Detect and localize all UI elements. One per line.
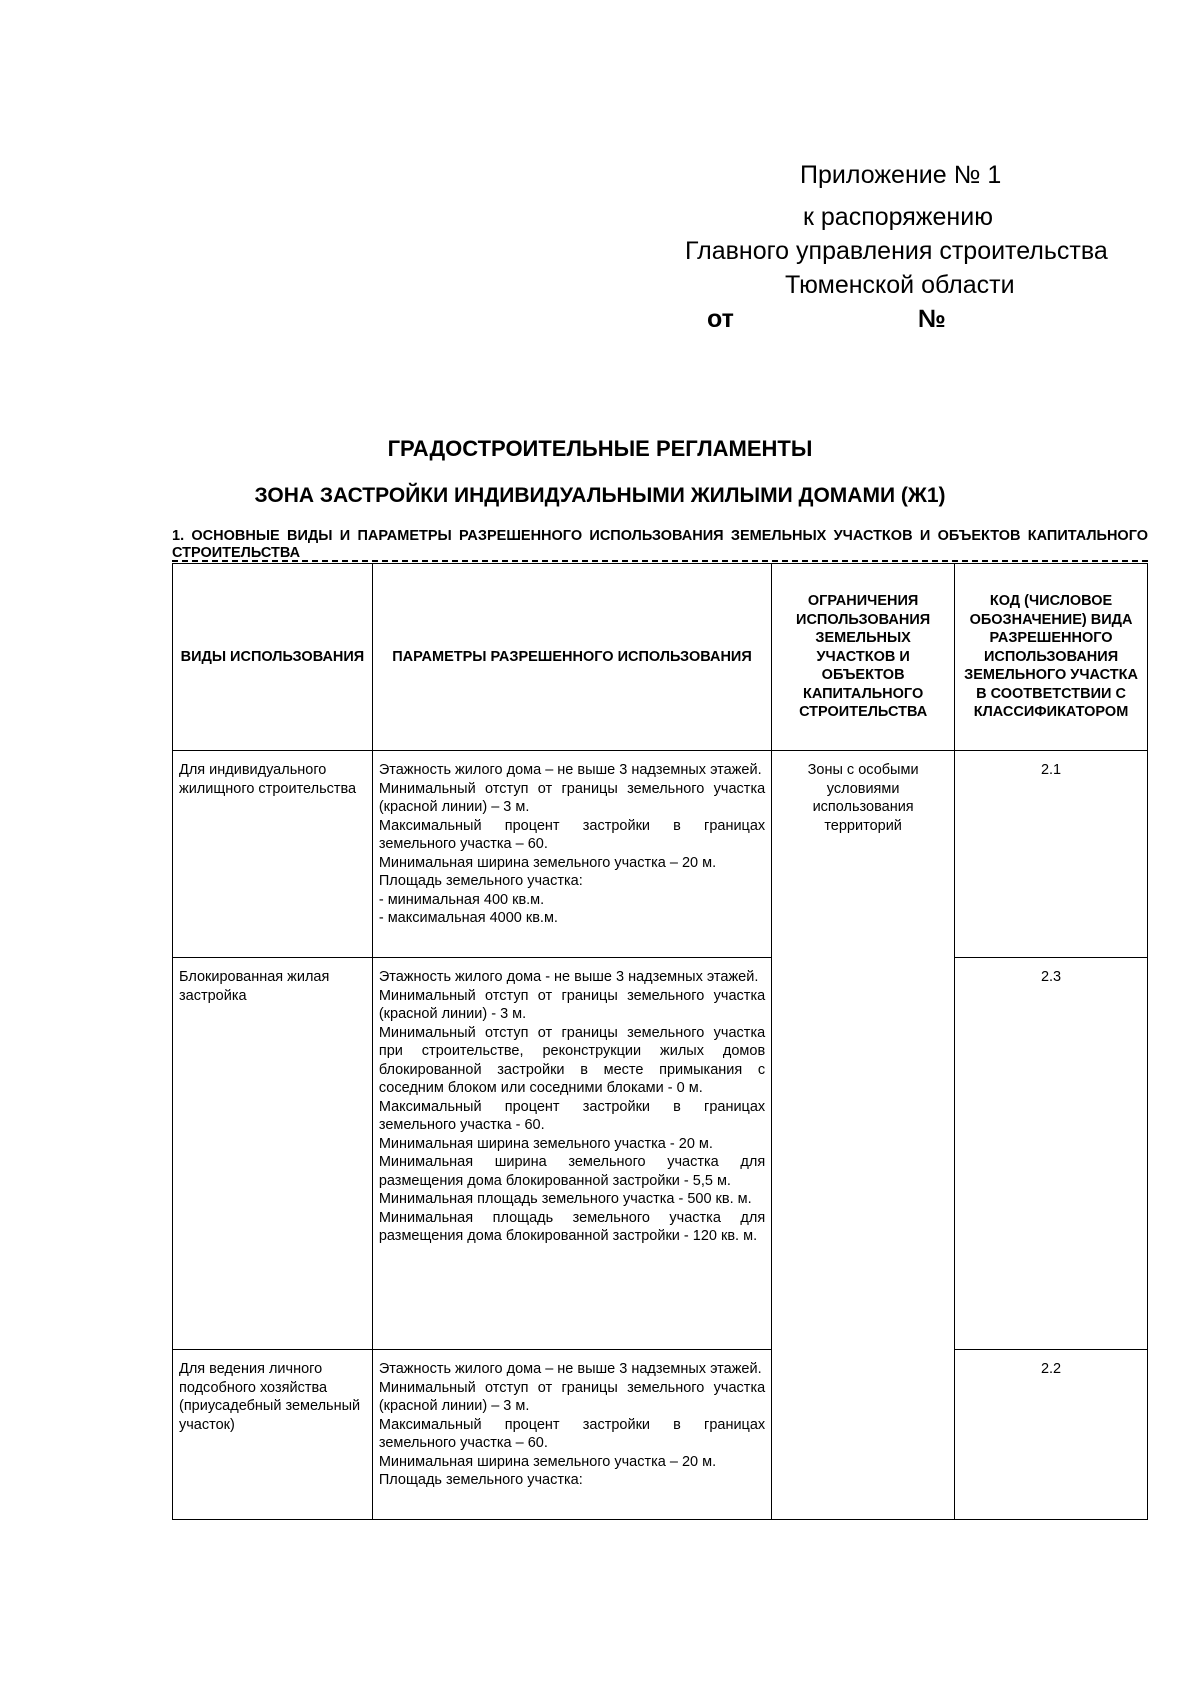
parameter-line: Минимальная ширина земельного участка для размещения дома блокированной застройки - 5,5 м.: [378, 1154, 766, 1189]
parameters-cell: [372, 751, 771, 958]
header-code: КОД (ЧИСЛОВОЕ ОБОЗНАЧЕНИЕ) ВИДА РАЗРЕШЕННОГО ИСПОЛЬЗОВАНИЯ ЗЕМЕЛЬНОГО УЧАСТКА В СООТВЕТСТВИИ С КЛАССИФИКАТОРОМ: [955, 564, 1148, 751]
parameters-cell: [372, 958, 771, 1350]
parameter-line: Максимальный процент застройки в границах земельного участка – 60.: [378, 1416, 766, 1451]
usage-kind-cell: Для ведения личного подсобного хозяйства (приусадебный земельный участок): [173, 1350, 373, 1520]
table-row: [173, 958, 1148, 1350]
code-cell: 2.1: [955, 751, 1148, 958]
annex-to-order: к распоряжению: [803, 203, 993, 231]
table-header-row: [173, 564, 1148, 751]
regulations-table: [172, 563, 1148, 1520]
annex-number: Приложение № 1: [800, 161, 1002, 189]
code-cell: 2.2: [955, 1350, 1148, 1520]
parameter-line: Минимальная ширина земельного участка - 20 м.: [378, 1135, 713, 1152]
header-parameters: ПАРАМЕТРЫ РАЗРЕШЕННОГО ИСПОЛЬЗОВАНИЯ: [372, 564, 771, 751]
zone-title: ЗОНА ЗАСТРОЙКИ ИНДИВИДУАЛЬНЫМИ ЖИЛЫМИ ДОМАМИ (Ж1): [254, 484, 946, 507]
parameter-line: Минимальная ширина земельного участка – 20 м.: [378, 854, 717, 871]
parameter-line: Максимальный процент застройки в границах земельного участка - 60.: [378, 1098, 766, 1133]
parameter-line: Минимальная ширина земельного участка – 20 м.: [378, 1453, 717, 1470]
parameter-line: Этажность жилого дома - не выше 3 надземных этажей.: [378, 969, 759, 985]
annex-region: Тюменской области: [785, 271, 1015, 299]
parameter-line: - максимальная 4000 кв.м.: [378, 910, 558, 926]
parameter-line: Этажность жилого дома – не выше 3 надземных этажей.: [378, 1361, 762, 1377]
annex-block: [640, 158, 1160, 336]
parameter-line: Минимальный отступ от границы земельного участка (красной линии) - 3 м.: [378, 987, 766, 1022]
annex-date-number-row: [640, 302, 1160, 336]
header-usage-types: ВИДЫ ИСПОЛЬЗОВАНИЯ: [173, 564, 373, 751]
section-heading: 1. ОСНОВНЫЕ ВИДЫ И ПАРАМЕТРЫ РАЗРЕШЕННОГО ИСПОЛЬЗОВАНИЯ ЗЕМЕЛЬНЫХ УЧАСТКОВ И ОБЪЕКТОВ КАПИТАЛЬНОГО СТРОИТЕЛЬСТВА: [172, 528, 1148, 561]
restrictions-cell: Зоны с особыми условиями использования территорий: [772, 751, 955, 1520]
parameter-line: Минимальная площадь земельного участка - 500 кв. м.: [378, 1191, 752, 1207]
annex-date-label: от: [707, 305, 734, 333]
table-row: [173, 751, 1148, 958]
parameter-line: - минимальная 400 кв.м.: [378, 891, 545, 908]
parameter-line: Минимальная площадь земельного участка для размещения дома блокированной застройки - 120 кв. м.: [378, 1209, 766, 1244]
parameter-line: Минимальный отступ от границы земельного участка при строительстве, реконструкции жилых домов блокированной застройки в месте примыкания с соседним блоком или соседними блоками - 0 м.: [378, 1024, 766, 1096]
parameter-line: Площадь земельного участка:: [378, 1472, 583, 1488]
page-title: ГРАДОСТРОИТЕЛЬНЫЕ РЕГЛАМЕНТЫ: [387, 436, 813, 461]
usage-kind-cell: Для индивидуального жилищного строительства: [173, 751, 373, 958]
parameter-line: Этажность жилого дома – не выше 3 надземных этажей.: [378, 762, 762, 778]
header-restrictions: ОГРАНИЧЕНИЯ ИСПОЛЬЗОВАНИЯ ЗЕМЕЛЬНЫХ УЧАСТКОВ И ОБЪЕКТОВ КАПИТАЛЬНОГО СТРОИТЕЛЬСТВА: [772, 564, 955, 751]
annex-number-label: №: [918, 305, 946, 333]
parameter-line: Минимальный отступ от границы земельного участка (красной линии) – 3 м.: [378, 780, 766, 815]
parameter-line: Максимальный процент застройки в границах земельного участка – 60.: [378, 817, 766, 852]
usage-kind-cell: Блокированная жилая застройка: [173, 958, 373, 1350]
parameter-line: Минимальный отступ от границы земельного участка (красной линии) – 3 м.: [378, 1379, 766, 1414]
code-cell: 2.3: [955, 958, 1148, 1350]
annex-authority: Главного управления строительства: [685, 237, 1108, 265]
parameters-cell: [372, 1350, 771, 1520]
table-row: [173, 1350, 1148, 1520]
parameter-line: Площадь земельного участка:: [378, 873, 583, 889]
